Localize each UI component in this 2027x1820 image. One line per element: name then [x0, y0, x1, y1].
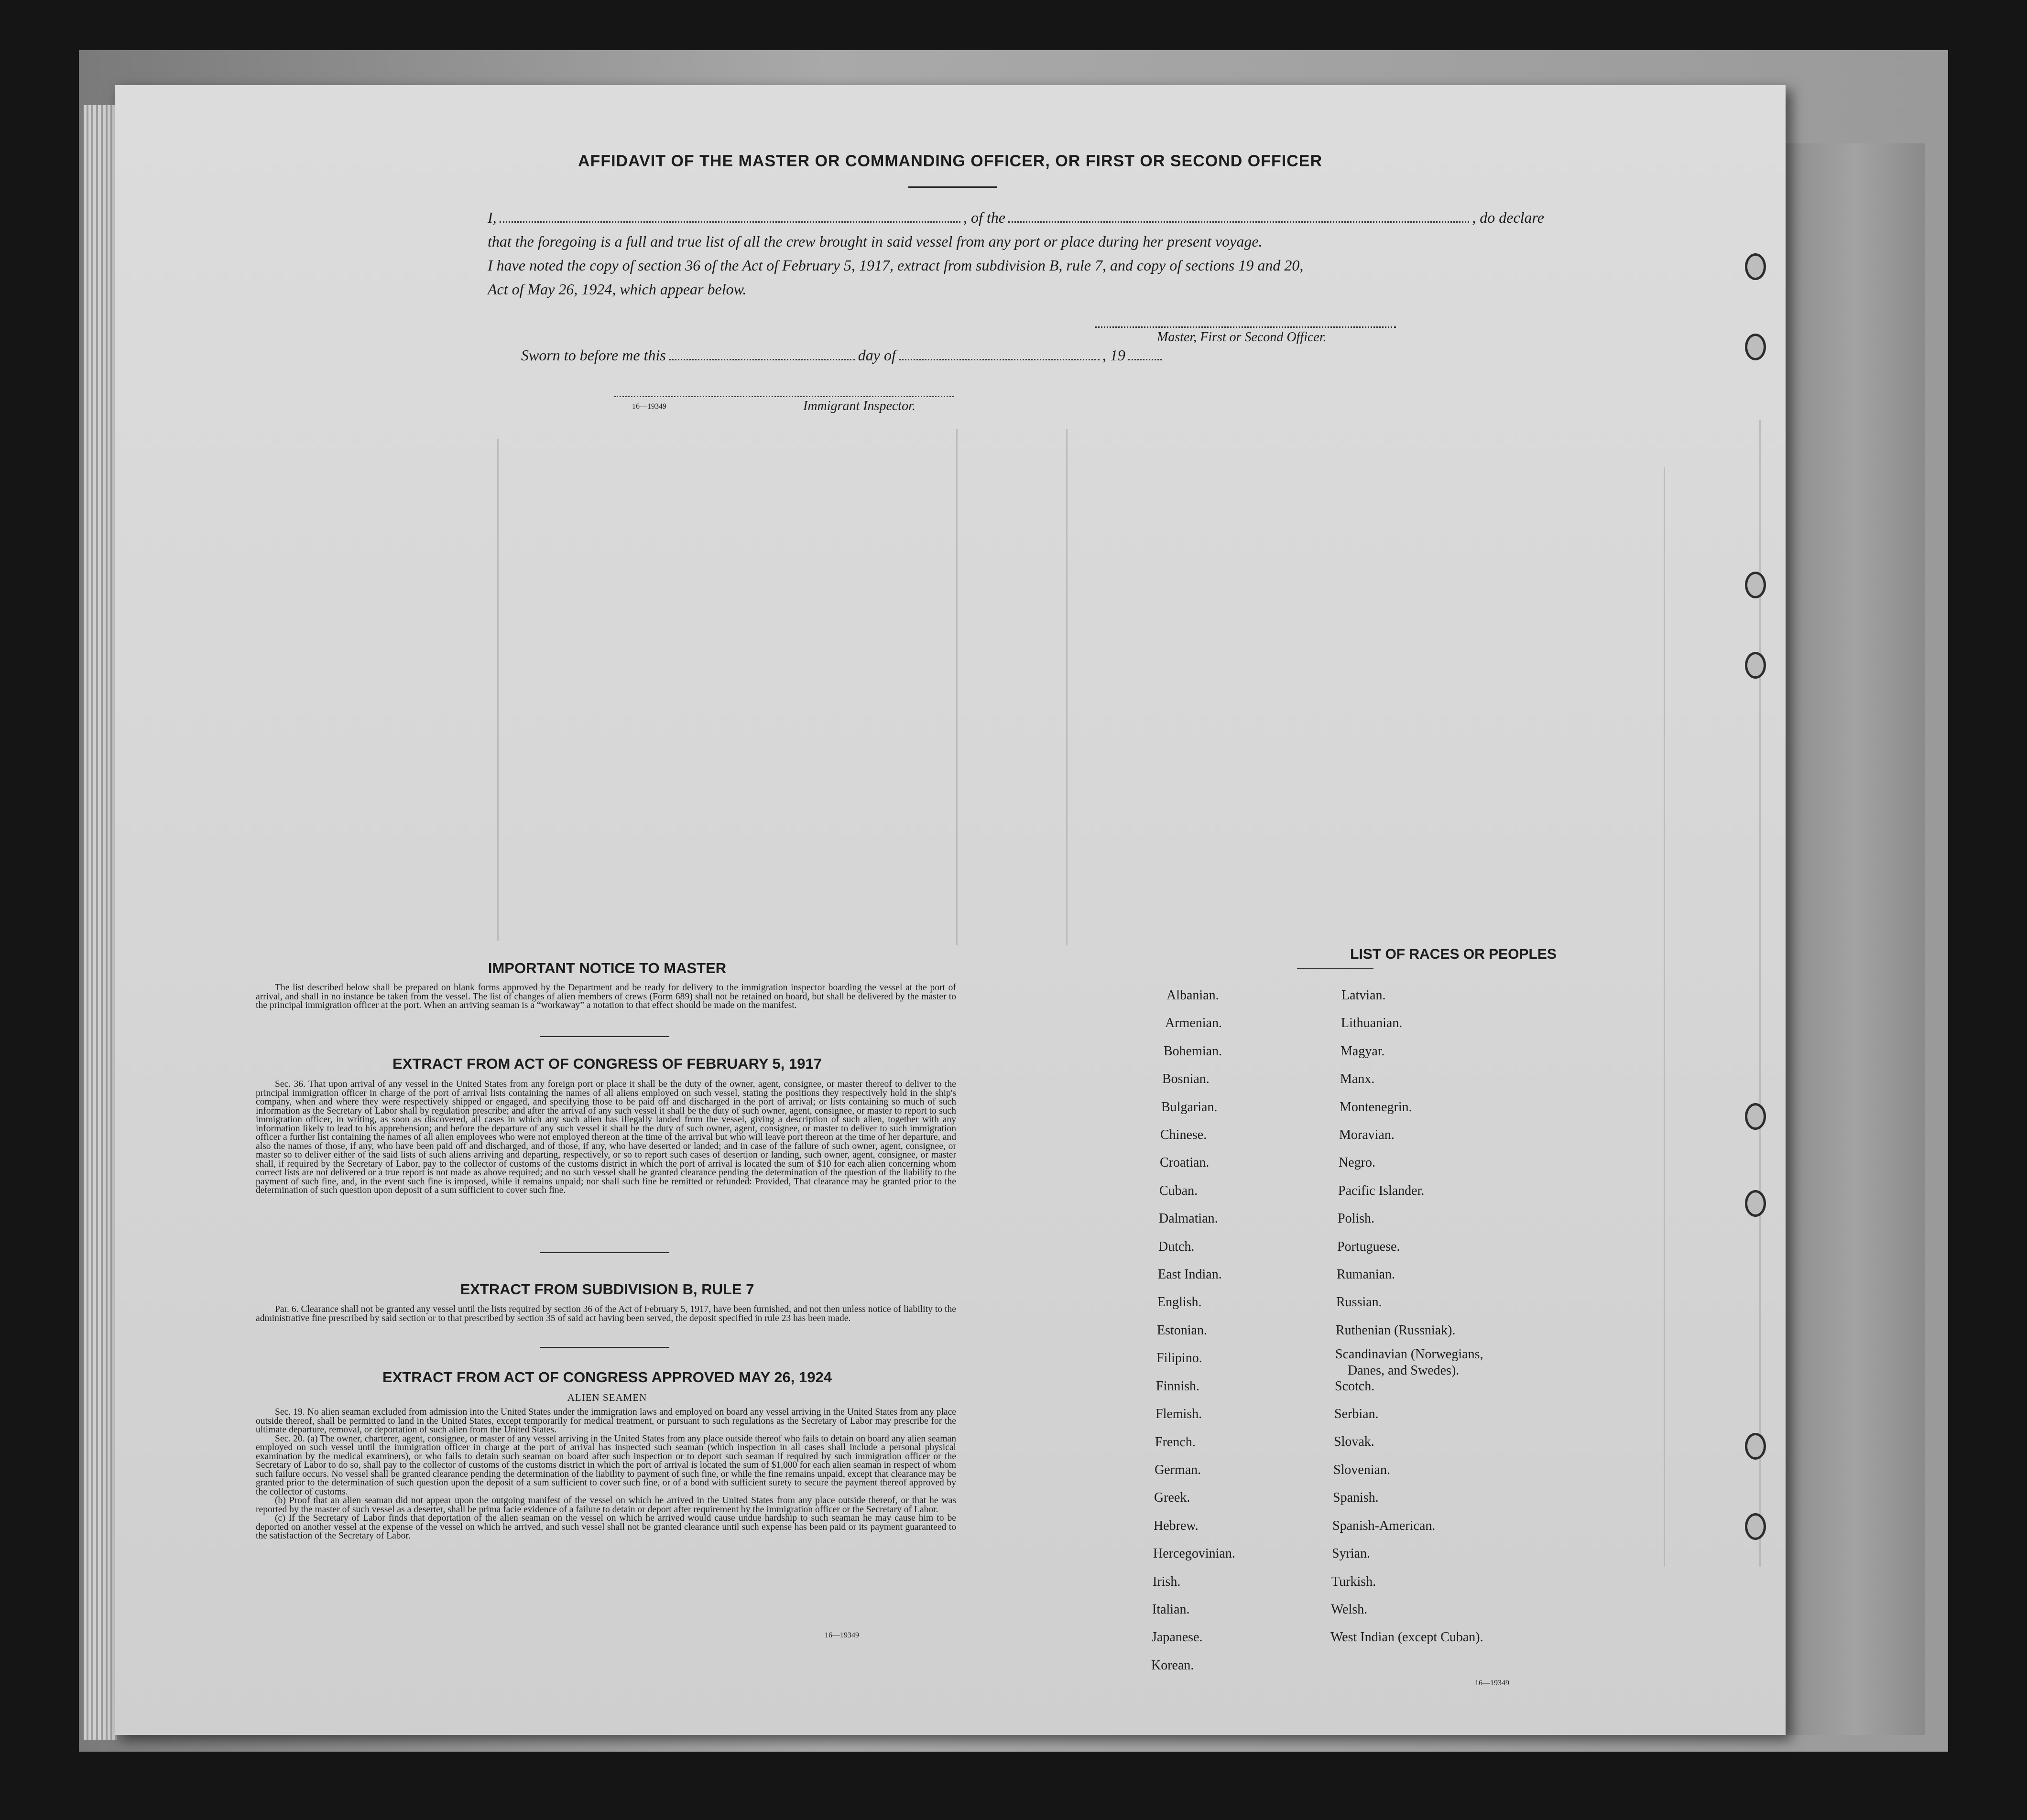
inspector-signature-line[interactable]	[614, 396, 954, 397]
race-item: Chinese.	[1160, 1127, 1207, 1143]
punch-hole	[1745, 1513, 1766, 1540]
race-item: Dalmatian.	[1159, 1211, 1218, 1226]
punch-hole	[1745, 334, 1766, 360]
year-label: , 19	[1102, 347, 1125, 364]
race-item: Irish.	[1153, 1574, 1181, 1589]
punch-hole	[1745, 572, 1766, 598]
of-the-label: , of the	[963, 209, 1005, 226]
section-20b-text: (b) Proof that an alien seaman did not appear upon the outgoing manifest of the vessel on which he arrived in the United States from any place outside thereof, or that he was reported by the master of such vessel as a deserter, shall be prima facie evidence of a failure to detain or deport after requirement by the immigration officer or the Secretary of Labor.	[256, 1495, 956, 1515]
affidavit-line-1	[488, 206, 1544, 229]
day-of-label: day of	[858, 347, 896, 364]
section-20c-text: (c) If the Secretary of Labor finds that deportation of the alien seaman on the vessel on which he arrived would cause undue hardship to such seaman he may cause him to be deported on another vessel at the expense of the vessel on which he arrived, and such vessel shall not be granted clearance until such expense has been paid or its payment guaranteed to the satisfaction of the Secretary of Labor.	[256, 1513, 956, 1541]
race-item: West Indian (except Cuban).	[1330, 1630, 1483, 1645]
race-item: Rumanian.	[1337, 1267, 1395, 1282]
bleed-through-line	[497, 439, 499, 941]
race-item: Dutch.	[1158, 1239, 1195, 1254]
punch-hole	[1745, 1190, 1766, 1217]
bleed-through-line	[1066, 429, 1068, 945]
form-number: 16—19349	[825, 1631, 859, 1639]
race-item: Portuguese.	[1337, 1239, 1400, 1254]
section-19-text: Sec. 19. No alien seaman excluded from admission into the United States under the immigration laws and employed on board any vessel arriving in the United States from any place outside thereof, shall be permitted to land in the United States, except temporarily for medical treatment, or pursuant to such regulations as the Secretary of Labor may prescribe for the ultimate departure, removal, or deportation of such alien from the United States.	[256, 1407, 956, 1435]
underlying-page-edge	[1786, 143, 1925, 1735]
bleed-through-line	[956, 429, 958, 945]
punch-hole	[1745, 1103, 1766, 1130]
race-item: Armenian.	[1165, 1016, 1222, 1031]
race-item: Estonian.	[1157, 1322, 1207, 1338]
affidavit-line-2: that the foregoing is a full and true list of all the crew brought in said vessel from any port or place during her present voyage.	[488, 233, 1263, 250]
affidavit-body	[488, 206, 1544, 301]
punch-hole	[1745, 253, 1766, 280]
punch-hole	[1745, 652, 1766, 679]
master-signature-line[interactable]	[1095, 326, 1396, 328]
race-item: Flemish.	[1155, 1407, 1202, 1422]
race-item: Latvian.	[1341, 988, 1386, 1003]
i-label: I,	[488, 209, 497, 226]
affidavit-line-4: Act of May 26, 1924, which appear below.	[488, 281, 747, 298]
heading-divider	[908, 186, 997, 188]
race-item: Lithuanian.	[1341, 1016, 1403, 1031]
race-item-multiline	[1329, 1344, 1635, 1378]
sworn-day-blank[interactable]	[669, 359, 855, 360]
races-divider	[1297, 968, 1373, 969]
race-item: Albanian.	[1166, 988, 1219, 1003]
race-item: Bosnian.	[1162, 1072, 1210, 1087]
race-item: Bohemian.	[1164, 1043, 1222, 1059]
extract-1917-title: EXTRACT FROM ACT OF CONGRESS OF FEBRUARY 5, 1917	[392, 1055, 822, 1072]
race-item: Scotch.	[1335, 1378, 1375, 1394]
race-item: Greek.	[1154, 1490, 1190, 1506]
race-item: Spanish-American.	[1332, 1518, 1436, 1533]
race-item: Ruthenian (Russniak).	[1336, 1322, 1456, 1338]
document-page	[115, 85, 1786, 1735]
race-item: Bulgarian.	[1161, 1099, 1218, 1115]
sworn-month-blank[interactable]	[899, 359, 1100, 360]
master-caption: Master, First or Second Officer.	[1157, 330, 1327, 345]
race-item: Spanish.	[1333, 1490, 1379, 1506]
race-item: Cuban.	[1159, 1183, 1198, 1198]
sworn-row	[521, 343, 1334, 367]
bleed-through-line	[1664, 467, 1665, 1567]
race-item: Russian.	[1336, 1295, 1382, 1310]
race-item: Manx.	[1340, 1072, 1375, 1087]
race-item: Syrian.	[1332, 1546, 1371, 1561]
do-declare-label: , do declare	[1472, 209, 1544, 226]
race-item: Negro.	[1339, 1155, 1375, 1170]
name-blank[interactable]	[500, 221, 960, 223]
race-item: Welsh.	[1331, 1602, 1368, 1617]
sworn-year-blank[interactable]	[1128, 359, 1162, 360]
race-item: Hercegovinian.	[1153, 1546, 1235, 1561]
races-title: LIST OF RACES OR PEOPLES	[1350, 946, 1557, 962]
race-item: Finnish.	[1156, 1378, 1200, 1394]
punch-hole	[1745, 1433, 1766, 1460]
affidavit-heading: AFFIDAVIT OF THE MASTER OR COMMANDING OFFICER, OR FIRST OR SECOND OFFICER	[578, 152, 1322, 170]
race-item: Serbian.	[1334, 1407, 1379, 1422]
extract-1924-text	[256, 1408, 956, 1541]
race-item: Slovenian.	[1333, 1462, 1390, 1477]
race-item: German.	[1155, 1462, 1201, 1477]
race-item: Magyar.	[1340, 1043, 1385, 1059]
notice-title: IMPORTANT NOTICE TO MASTER	[488, 960, 727, 976]
race-item: Pacific Islander.	[1338, 1183, 1425, 1198]
alien-seamen-subtitle: ALIEN SEAMEN	[567, 1392, 647, 1403]
race-item: Hebrew.	[1154, 1518, 1199, 1533]
affidavit-line-3: I have noted the copy of section 36 of the Act of February 5, 1917, extract from subdivision B, rule 7, and copy of sections 19 and 20,	[488, 257, 1304, 274]
form-number: 16—19349	[1475, 1679, 1509, 1687]
extract-1917-text: Sec. 36. That upon arrival of any vessel in the United States from any foreign port or place it shall be the duty of the owner, agent, consignee, or master thereof to deliver to the principal immigration officer in charge of the port of arrival lists containing the names of all aliens employed on such vessel, stating the positions they respectively hold in the ship's company, when and where they were respectively shipped or engaged, and specifying those to be paid off and discharged in the port of arrival; or lists containing so much of such information as the Secretary of Labor shall by regulation prescribe; and after the arrival of any such vessel it shall be the duty of such owner, agent, consignee, or master to report to such immigration officer, in writing, as soon as discovered, all cases in which any such alien has illegally landed from the vessel, giving a description of such alien, together with any information likely to lead to his apprehension; and before the departure of any such vessel it shall be the duty of such owner, agent, consignee, or master to deliver to such immigration officer a further list containing the names of all alien employees who were not employed thereon at the time of the arrival but who will leave port thereon at the time of her departure, and also the names of those, if any, who have been paid off and discharged, and of those, if any, who have deserted or landed; and in case of the failure of such owner, agent, consignee, or master so to deliver either of the said lists of such aliens arriving and departing, respectively, or so to report such cases of desertion or landing, such owner, agent, consignee, or master shall, if required by the Secretary of Labor, pay to the collector of customs of the customs district in which the port of arrival is located the sum of $10 for each alien concerning whom correct lists are not delivered or a true report is not made as above required; and no such vessel shall be granted clearance pending the determination of the question of the liability to the payment of such fine, and, in the event such fine is imposed, while it remains unpaid; nor shall such fine be remitted or refunded: Provided, That clearance may be granted prior to the determination of such question upon deposit of a sum sufficient to cover such fine.	[256, 1079, 956, 1195]
sworn-label: Sworn to before me this	[521, 347, 666, 364]
race-item: Japanese.	[1152, 1630, 1203, 1645]
race-item: Croatian.	[1160, 1155, 1210, 1170]
race-item: Polish.	[1338, 1211, 1375, 1226]
race-item: English.	[1157, 1295, 1202, 1310]
section-divider	[540, 1252, 669, 1253]
notice-text: The list described below shall be prepared on blank forms approved by the Department and be ready for delivery to the immigration inspector boarding the vessel at the port of arrival, and shall in no instance be taken from the vessel. The list of changes of alien members of crews (Form 689) shall not be retained on board, but shall be delivered by the master to the principal immigration officer at the port. When an arriving seaman is a “workaway” a notation to that effect should be made on the manifest.	[256, 983, 956, 1010]
race-item: French.	[1155, 1434, 1196, 1450]
section-20a-text: Sec. 20. (a) The owner, charterer, agent, consignee, or master of any vessel arriving in the United States from any place outside thereof who fails to detain on board any alien seaman employed on such vessel until the immigration officer in charge at the port of arrival has inspected such seaman (which inspection in all cases shall include a personal physical examination by the medical examiners), or who fails to detain such seaman on board after such inspection or to deport such seaman if required by such immigration officer or the Secretary of Labor to do so, shall pay to the collector of customs of the customs district in which the port of arrival is located the sum of $1,000 for each alien seaman in respect of whom such failure occurs. No vessel shall be granted clearance pending the determination of the liability to payment of such fine, or while the fine remains unpaid, except that clearance may be granted prior to the determination of such question upon the deposit of a sum sufficient to cover such fine, or of a bond with sufficient surety to secure the payment thereof approved by the collector of customs.	[256, 1433, 956, 1497]
race-item: Moravian.	[1339, 1127, 1395, 1143]
page-stack-edge	[84, 105, 117, 1740]
form-number: 16—19349	[632, 402, 666, 411]
race-item: Montenegrin.	[1340, 1099, 1412, 1115]
race-item: Filipino.	[1156, 1351, 1202, 1366]
races-right-column	[1329, 982, 1635, 1652]
rule-7-title: EXTRACT FROM SUBDIVISION B, RULE 7	[460, 1281, 754, 1298]
section-divider	[540, 1036, 669, 1037]
inspector-caption: Immigrant Inspector.	[803, 399, 915, 413]
extract-1924-title: EXTRACT FROM ACT OF CONGRESS APPROVED MAY 26, 1924	[382, 1369, 832, 1386]
race-item: Turkish.	[1331, 1574, 1376, 1589]
race-item: Italian.	[1152, 1602, 1190, 1617]
races-left-column	[1147, 982, 1305, 1679]
vessel-blank[interactable]	[1008, 221, 1469, 223]
race-item: Korean.	[1151, 1658, 1194, 1673]
race-item: Danes, and Swedes).	[1348, 1363, 1460, 1378]
race-item: East Indian.	[1158, 1267, 1222, 1282]
section-divider	[540, 1347, 669, 1348]
race-item: Scandinavian (Norwegians,	[1335, 1347, 1483, 1362]
race-item: Slovak.	[1334, 1434, 1374, 1450]
rule-7-text: Par. 6. Clearance shall not be granted any vessel until the lists required by section 36 of the Act of February 5, 1917, have been furnished, and not then unless notice of liability to the administrative fine prescribed by said section or to that prescribed by section 35 of said act having been served, the deposit specified in rule 23 has been made.	[256, 1304, 956, 1323]
